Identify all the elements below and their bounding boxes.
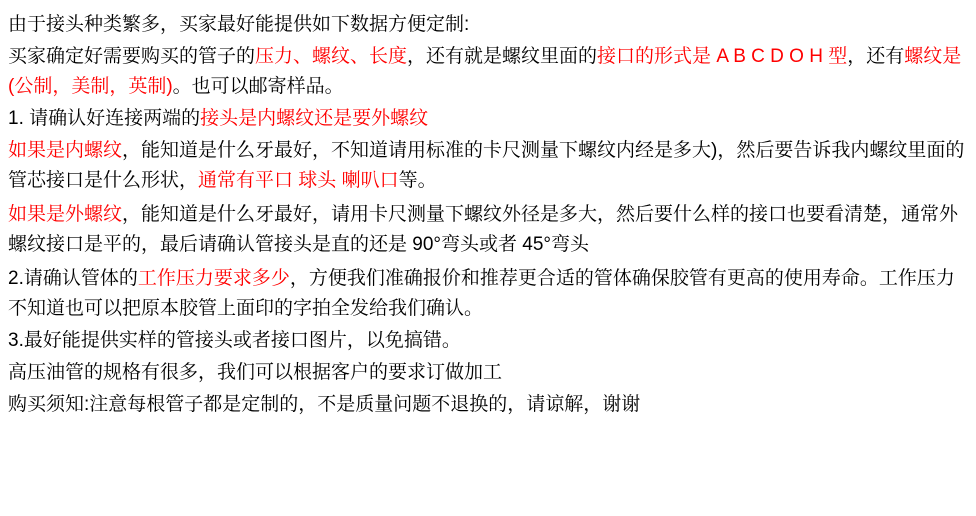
text-run: 由于接头种类繁多，买家最好能提供如下数据方便定制: bbox=[8, 14, 470, 35]
paragraph-spec-note bbox=[8, 358, 968, 388]
text-run: 等。 bbox=[398, 170, 437, 191]
paragraph-item-1 bbox=[8, 104, 968, 134]
text-run: ，方便我们准确报价和推荐更合适的管体确保胶管有更高的使用寿命。工作压力不知道也可以把原本胶管上面印的字拍全发给我们确认。 bbox=[8, 268, 955, 319]
highlight-run: 工作压力要求多少 bbox=[137, 268, 290, 289]
paragraph-item-2 bbox=[8, 264, 968, 324]
paragraph-spec-request bbox=[8, 42, 968, 102]
text-run: ，能知道是什么牙最好，请用卡尺测量下螺纹外径是多大，然后要什么样的接口也要看清楚，通常外螺纹接口是平的，最后请确认管接头是直的还是 90°弯头或者 45°弯头 bbox=[8, 204, 959, 255]
highlight-run: 如果是内螺纹 bbox=[8, 140, 123, 161]
text-run: 。也可以邮寄样品。 bbox=[172, 76, 344, 97]
text-run: ，还有就是螺纹里面的 bbox=[407, 46, 598, 67]
text-run: 购买须知:注意每根管子都是定制的，不是质量问题不退换的，请谅解，谢谢 bbox=[8, 394, 641, 415]
highlight-run: 如果是外螺纹 bbox=[8, 204, 123, 225]
highlight-run: 接头是内螺纹还是要外螺纹 bbox=[200, 108, 429, 129]
paragraph-item-3 bbox=[8, 326, 968, 356]
text-run: 买家确定好需要购买的管子的 bbox=[8, 46, 256, 67]
highlight-run: 压力、螺纹、长度 bbox=[255, 46, 408, 67]
text-run: 1. 请确认好连接两端的 bbox=[8, 108, 201, 129]
paragraph-intro bbox=[8, 10, 968, 40]
text-run: ，还有 bbox=[847, 46, 905, 67]
paragraph-inner-thread bbox=[8, 136, 968, 196]
paragraph-purchase-notice bbox=[8, 390, 968, 420]
highlight-run: 通常有平口 球头 喇叭口 bbox=[198, 170, 399, 191]
text-run: ，能知道是什么牙最好，不知道请用标准的卡尺测量下螺纹内经是多大)，然后要告诉我内螺纹里面的管芯接口是什么形状， bbox=[8, 140, 965, 191]
highlight-run: 螺纹是(公制，美制，英制) bbox=[8, 46, 962, 97]
paragraph-outer-thread bbox=[8, 200, 968, 260]
highlight-run: 接口的形式是 A B C D O H 型 bbox=[597, 46, 848, 67]
text-run: 2.请确认管体的 bbox=[8, 268, 138, 289]
text-run: 3.最好能提供实样的管接头或者接口图片，以免搞错。 bbox=[8, 330, 461, 351]
text-run: 高压油管的规格有很多，我们可以根据客户的要求订做加工 bbox=[8, 362, 503, 383]
